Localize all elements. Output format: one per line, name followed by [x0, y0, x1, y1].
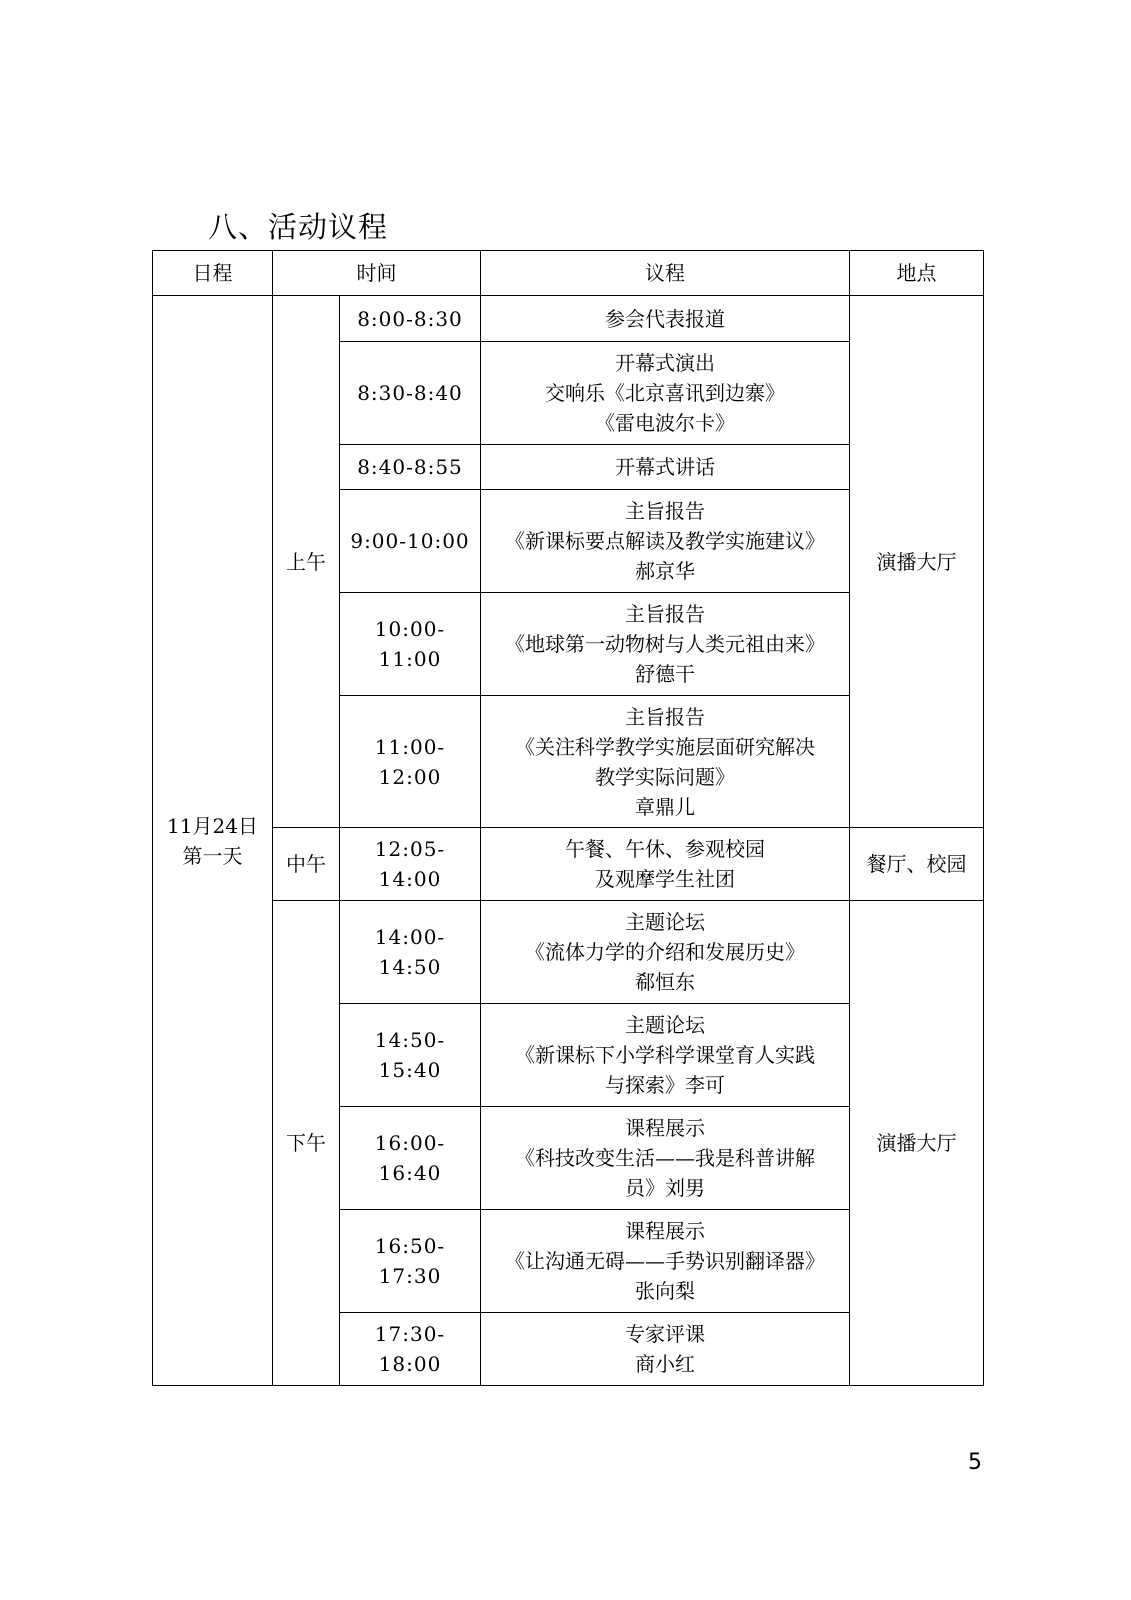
agenda-line: 《地球第一动物树与人类元祖由来》	[505, 632, 825, 656]
agenda-line: 员》刘男	[625, 1176, 705, 1200]
agenda-line: 商小红	[635, 1352, 695, 1376]
agenda-line: 教学实际问题》	[595, 764, 735, 789]
time-cell: 12:05-14:00	[340, 828, 481, 901]
agenda-line: 章鼎儿	[635, 794, 695, 819]
time-cell: 14:00-14:50	[340, 901, 481, 1004]
agenda-line: 主旨报告	[625, 602, 705, 626]
time-cell: 8:00-8:30	[340, 296, 481, 342]
header-agenda: 议程	[481, 251, 850, 296]
date-line-2: 第一天	[182, 843, 243, 868]
agenda-line: 主题论坛	[625, 1013, 705, 1037]
date-cell	[153, 296, 273, 1386]
agenda-cell	[481, 593, 850, 696]
time-cell: 11:00-12:00	[340, 696, 481, 828]
period-afternoon: 下午	[273, 901, 340, 1386]
time-cell: 16:00-16:40	[340, 1107, 481, 1210]
agenda-line: 《雷电波尔卡》	[595, 411, 735, 435]
agenda-table	[152, 250, 984, 1386]
agenda-line: 《新课标下小学科学课堂育人实践	[515, 1043, 815, 1067]
agenda-line: 郝京华	[635, 559, 695, 583]
time-cell: 10:00-11:00	[340, 593, 481, 696]
agenda-line: 课程展示	[625, 1219, 705, 1243]
agenda-cell	[481, 490, 850, 593]
agenda-line: 与探索》李可	[605, 1073, 725, 1097]
agenda-cell	[481, 1313, 850, 1386]
time-cell: 14:50-15:40	[340, 1004, 481, 1107]
period-morning: 上午	[273, 296, 340, 828]
agenda-line: 开幕式演出	[615, 351, 715, 375]
agenda-cell	[481, 1004, 850, 1107]
date-line-1: 11月24日	[167, 813, 258, 838]
page-title: 八、活动议程	[208, 210, 389, 244]
time-cell: 8:40-8:55	[340, 445, 481, 490]
table-row	[153, 828, 984, 901]
agenda-line: 午餐、午休、参观校园	[565, 837, 765, 861]
agenda-cell	[481, 445, 850, 490]
agenda-line: 郗恒东	[635, 970, 695, 994]
table-row	[153, 901, 984, 1004]
header-place: 地点	[850, 251, 984, 296]
agenda-line: 主题论坛	[625, 910, 705, 934]
agenda-cell	[481, 696, 850, 828]
agenda-cell	[481, 1107, 850, 1210]
time-cell: 8:30-8:40	[340, 342, 481, 445]
agenda-line: 及观摩学生社团	[595, 867, 735, 891]
period-noon: 中午	[273, 828, 340, 901]
agenda-line: 课程展示	[625, 1116, 705, 1140]
place-noon: 餐厅、校园	[850, 828, 984, 901]
header-date: 日程	[153, 251, 273, 296]
time-cell: 17:30-18:00	[340, 1313, 481, 1386]
agenda-cell	[481, 901, 850, 1004]
agenda-line: 主旨报告	[625, 499, 705, 523]
place-hall-afternoon: 演播大厅	[850, 901, 984, 1386]
agenda-cell	[481, 828, 850, 901]
agenda-line: 专家评课	[625, 1322, 705, 1346]
agenda-line: 参会代表报道	[605, 306, 725, 331]
agenda-cell	[481, 342, 850, 445]
time-cell: 16:50-17:30	[340, 1210, 481, 1313]
agenda-line: 张向梨	[635, 1279, 695, 1303]
agenda-line: 开幕式讲话	[615, 455, 715, 479]
agenda-line: 舒德干	[635, 662, 695, 686]
agenda-line: 《让沟通无碍——手势识别翻译器》	[505, 1249, 825, 1273]
agenda-cell	[481, 1210, 850, 1313]
time-cell: 9:00-10:00	[340, 490, 481, 593]
page-number: 5	[968, 1450, 982, 1475]
agenda-line: 交响乐《北京喜讯到边寨》	[545, 381, 785, 405]
header-time: 时间	[273, 251, 481, 296]
agenda-line: 《科技改变生活——我是科普讲解	[515, 1146, 815, 1170]
place-hall-morning: 演播大厅	[850, 296, 984, 828]
table-row	[153, 296, 984, 342]
agenda-line: 主旨报告	[625, 704, 705, 729]
agenda-cell	[481, 296, 850, 342]
agenda-line: 《流体力学的介绍和发展历史》	[525, 940, 805, 964]
agenda-line: 《关注科学教学实施层面研究解决	[515, 734, 815, 759]
agenda-line: 《新课标要点解读及教学实施建议》	[505, 529, 825, 553]
header-row	[153, 251, 984, 296]
